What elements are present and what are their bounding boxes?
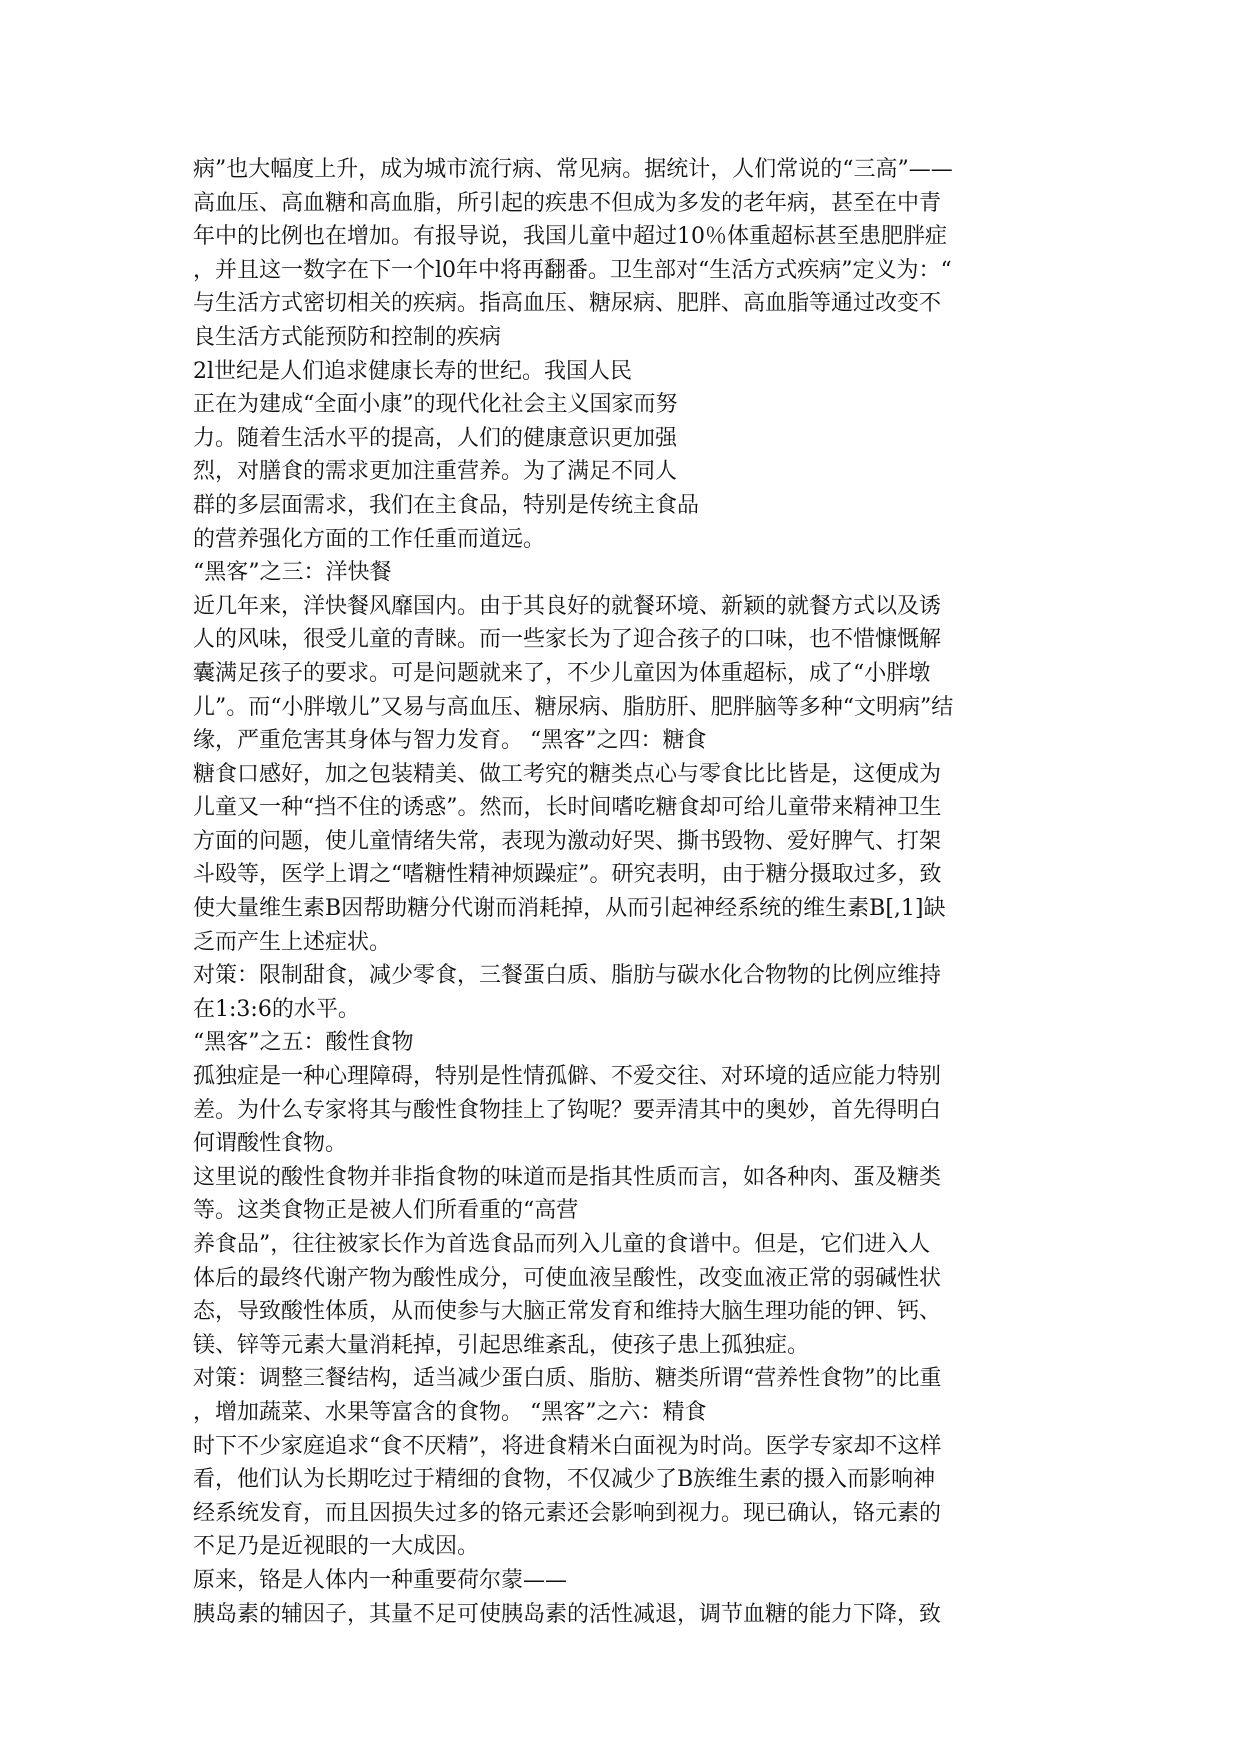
text-line: 囊满足孩子的要求。可是问题就来了，不少儿童因为体重超标，成了“小胖墩	[193, 660, 931, 686]
text-line: 看，他们认为长期吃过于精细的食物，不仅减少了B族维生素的摄入而影响神	[193, 1467, 936, 1493]
text-line: 高血压、高血糖和高血脂，所引起的疾患不但成为多发的老年病，甚至在中青	[193, 190, 942, 216]
text-line: 病”也大幅度上升，成为城市流行病、常见病。据统计，人们常说的“三高”——	[193, 157, 953, 182]
text-line: 年中的比例也在增加。有报导说，我国儿童中超过10％体重超标甚至患肥胖症	[193, 224, 947, 250]
text-line: ，并且这一数字在下一个l0年中将再翻番。卫生部对“生活方式疾病”定义为：“	[193, 257, 952, 283]
text-line: 体后的最终代谢产物为酸性成分，可使血液呈酸性，改变血液正常的弱碱性状	[193, 1265, 942, 1291]
text-line: 力。随着生活水平的提高，人们的健康意识更加强	[193, 425, 678, 451]
text-line: 方面的问题，使儿童情绪失常，表现为激动好哭、撕书毁物、爱好脾气、打架	[193, 828, 942, 854]
text-line: 与生活方式密切相关的疾病。指高血压、糖尿病、肥胖、高血脂等通过改变不	[193, 291, 942, 317]
text-line: 经系统发育，而且因损失过多的铬元素还会影响到视力。现已确认，铬元素的	[193, 1500, 942, 1526]
text-line: 良生活方式能预防和控制的疾病	[193, 324, 502, 350]
text-line: 时下不少家庭追求“食不厌精”，将进食精米白面视为时尚。医学专家却不这样	[193, 1433, 942, 1459]
text-line: 原来，铬是人体内一种重要荷尔蒙——	[193, 1567, 568, 1593]
text-line: 儿童又一种“挡不住的诱惑”。然而，长时间嗜吃糖食却可给儿童带来精神卫生	[193, 795, 942, 821]
text-line: 不足乃是近视眼的一大成因。	[193, 1534, 480, 1560]
text-line: 对策：限制甜食，减少零食，三餐蛋白质、脂肪与碳水化合物物的比例应维持	[193, 963, 942, 989]
text-line: 乏而产生上述症状。	[193, 929, 392, 955]
text-line: 烈，对膳食的需求更加注重营养。为了满足不同人	[193, 459, 678, 485]
text-line: 的营养强化方面的工作任重而道远。	[193, 526, 546, 552]
text-line: 近几年来，洋快餐风靡国内。由于其良好的就餐环境、新颖的就餐方式以及诱	[193, 593, 942, 619]
text-line: 这里说的酸性食物并非指食物的味道而是指其性质而言，如各种肉、蛋及糖类	[193, 1164, 942, 1190]
text-line: 态，导致酸性体质，从而使参与大脑正常发育和维持大脑生理功能的钾、钙、	[193, 1299, 942, 1325]
document-body	[193, 153, 1053, 1631]
text-line: 差。为什么专家将其与酸性食物挂上了钩呢？要弄清其中的奥妙，首先得明白	[193, 1097, 942, 1123]
text-line: 在1:3:6的水平。	[193, 996, 360, 1022]
text-line: 养食品”，往往被家长作为首选食品而列入儿童的食谱中。但是，它们进入人	[193, 1232, 931, 1257]
section-heading: “黑客”之三：洋快餐	[193, 560, 392, 586]
text-line: 正在为建成“全面小康”的现代化社会主义国家而努	[193, 392, 678, 418]
text-line: 缘，严重危害其身体与智力发育。 “黑客”之四：糖食	[193, 728, 707, 754]
text-line: 等。这类食物正是被人们所看重的“高营	[193, 1198, 579, 1224]
text-line: 群的多层面需求，我们在主食品，特别是传统主食品	[193, 492, 700, 518]
text-line: 镁、锌等元素大量消耗掉，引起思维紊乱，使孩子患上孤独症。	[193, 1332, 810, 1358]
text-line: 儿”。而“小胖墩儿”又易与高血压、糖尿病、脂肪肝、肥胖脑等多种“文明病”结	[193, 694, 954, 720]
text-line: 使大量维生素B因帮助糖分代谢而消耗掉，从而引起神经系统的维生素B[,1]缺	[193, 896, 946, 922]
text-line: 孤独症是一种心理障碍，特别是性情孤僻、不爱交往、对环境的适应能力特别	[193, 1064, 942, 1090]
text-line: 糖食口感好，加之包装精美、做工考究的糖类点心与零食比比皆是，这便成为	[193, 761, 942, 787]
text-line: 斗殴等，医学上谓之“嗜糖性精神烦躁症”。研究表明，由于糖分摄取过多，致	[193, 862, 942, 888]
text-line: 人的风味，很受儿童的青睐。而一些家长为了迎合孩子的口味，也不惜慷慨解	[193, 627, 942, 653]
text-line: ，增加蔬菜、水果等富含的食物。 “黑客”之六：精食	[193, 1399, 707, 1425]
text-line: 胰岛素的辅因子，其量不足可使胰岛素的活性减退，调节血糖的能力下降，致	[193, 1601, 942, 1627]
text-line: 2l世纪是人们追求健康长寿的世纪。我国人民	[193, 358, 633, 384]
text-line: 对策：调整三餐结构，适当减少蛋白质、脂肪、糖类所谓“营养性食物”的比重	[193, 1366, 942, 1392]
section-heading: “黑客”之五：酸性食物	[193, 1030, 414, 1056]
text-line: 何谓酸性食物。	[193, 1131, 348, 1157]
